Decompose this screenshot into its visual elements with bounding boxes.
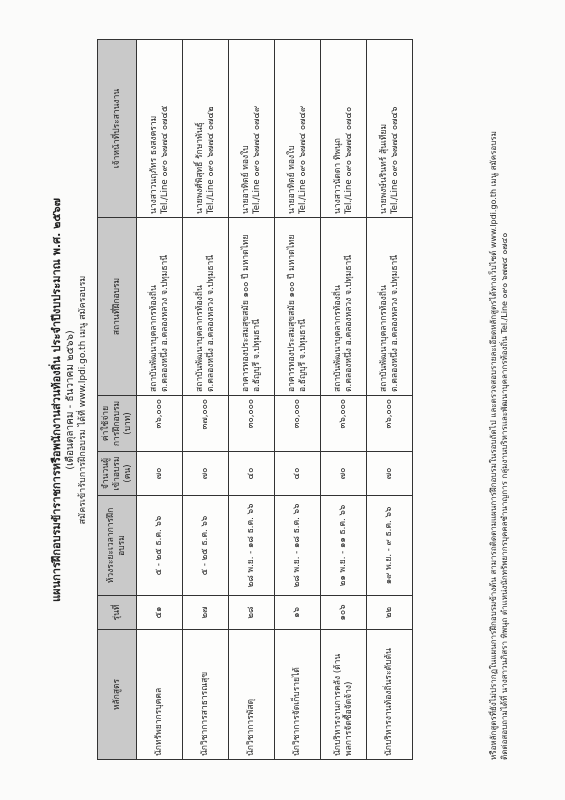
document-title: แผนการฝึกอบรมข้าราชการหรือพนักงานส่วนท้องถิ่น ประจำปีงบประมาณ พ.ศ. ๒๕๖๗	[50, 198, 63, 602]
cost-cell: ๓๖,๐๐๐	[367, 396, 413, 452]
venue-line: สถาบันพัฒนาบุคลากรท้องถิ่น	[194, 285, 205, 392]
venue-cell	[229, 218, 275, 396]
table-row	[183, 40, 229, 760]
contact-phone: Tel./Line ๐๙๐ ๖๗๗๔ ๐๗๔๖	[389, 106, 400, 214]
course-cell: นักวิชาการพัสดุ	[229, 630, 275, 760]
venue-line: อ.ธัญบุรี จ.ปทุมธานี	[297, 319, 308, 392]
venue-line: ต.คลองหนึ่ง อ.คลองหลวง จ.ปทุมธานี	[343, 254, 354, 392]
participants-cell: ๗๐	[367, 452, 413, 496]
footer-line: หรือหลักสูตรที่ยังไม่ปรากฏในแผนการฝึกอบรมข้างต้น สามารถติดตามแผนการฝึกอบรมในรอบถัดไป และตรวจสอบรายละเอียดหลักสูตรได้ทางเว็บไซต์ www.lpdi.go.th เมนู สมัครอบรม	[489, 131, 498, 760]
footer-note	[488, 40, 510, 760]
cost-cell: ๓๖,๐๐๐	[321, 396, 367, 452]
contact-phone: Tel./Line ๐๙๐ ๖๗๗๔ ๐๗๔๕	[159, 105, 170, 214]
table-row	[275, 40, 321, 760]
contact-cell	[137, 40, 183, 218]
dates-cell: ๒๘ พ.ย. - ๑๘ ธ.ค. ๖๖	[275, 496, 321, 596]
venue-line: อ.ธัญบุรี จ.ปทุมธานี	[251, 319, 262, 392]
header-cost: ค่าใช้จ่ายการฝึกอบรม (บาท)	[98, 396, 137, 452]
contact-cell	[367, 40, 413, 218]
contact-name: นายอาทิตย์ ทองใบ	[240, 145, 251, 214]
venue-line: สถาบันพัฒนาบุคลากรท้องถิ่น	[378, 285, 389, 392]
contact-phone: Tel./Line ๐๙๐ ๖๗๗๔ ๐๗๔๙	[251, 105, 262, 214]
dates-cell: ๕ - ๒๕ ธ.ค. ๖๖	[137, 496, 183, 596]
venue-cell	[321, 218, 367, 396]
venue-line: ต.คลองหนึ่ง อ.คลองหลวง จ.ปทุมธานี	[159, 254, 170, 392]
cost-cell: ๓๖,๐๐๐	[137, 396, 183, 452]
venue-line: สถาบันพัฒนาบุคลากรท้องถิ่น	[148, 285, 159, 392]
cost-cell: ๓๗,๐๐๐	[183, 396, 229, 452]
contact-name: นางสาวนฤภัทร ธงสงคราม	[148, 115, 159, 214]
venue-line: สถาบันพัฒนาบุคลากรท้องถิ่น	[332, 285, 343, 392]
dates-cell: ๕ - ๒๕ ธ.ค. ๖๖	[183, 496, 229, 596]
header-batch: รุ่นที่	[98, 596, 137, 630]
table-row	[229, 40, 275, 760]
rotated-document	[50, 40, 512, 760]
batch-cell: ๒๗	[183, 596, 229, 630]
contact-cell	[275, 40, 321, 218]
contact-cell	[183, 40, 229, 218]
document-header	[50, 40, 96, 760]
course-cell: นักวิชาการสาธารณสุข	[183, 630, 229, 760]
training-plan-table	[97, 39, 413, 760]
contact-cell	[321, 40, 367, 218]
batch-cell: ๑๖	[275, 596, 321, 630]
venue-cell	[137, 218, 183, 396]
batch-cell: ๑๐๖	[321, 596, 367, 630]
course-cell: นักวิชาการจัดเก็บรายได้	[275, 630, 321, 760]
batch-cell: ๕๑	[137, 596, 183, 630]
venue-cell	[367, 218, 413, 396]
venue-cell	[183, 218, 229, 396]
header-contact: เจ้าหน้าที่ประสานงาน	[98, 40, 137, 218]
venue-cell	[275, 218, 321, 396]
dates-cell: ๑๙ พ.ย. - ๙ ธ.ค. ๖๖	[367, 496, 413, 596]
document-period: (เดือนตุลาคม - ธันวาคม ๒๕๖๖)	[65, 330, 76, 470]
dates-cell: ๒๑ พ.ย. - ๑๑ ธ.ค. ๖๖	[321, 496, 367, 596]
dates-cell: ๒๘ พ.ย. - ๑๘ ธ.ค. ๖๖	[229, 496, 275, 596]
contact-name: นายพงษ์นรินทร์ สุ้นเทียม	[378, 123, 389, 214]
footer-line: ติดต่อสอบถามได้ที่ นางสาวนภิสรา ทิพนุถ ตำแหน่งนักทรัพยากรบุคคลชำนาญการ กลุ่มงานบริหารและพัฒนาบุคลากรท้องถิ่น Tel./Line ๐๙๐ ๖๗๗๔ ๐๗๔๐	[500, 232, 509, 760]
apply-note: สมัครเข้ารับการฝึกอบรม ได้ที่ www.lpdi.go.th เมนู สมัครอบรม	[78, 275, 88, 525]
course-cell: นักบริหารงานท้องถิ่นระดับต้น	[367, 630, 413, 760]
venue-line: อาคารทองประสมสุขสมัย ๑๐๐ ปี มหาดไทย	[240, 234, 251, 392]
venue-line: อาคารทองประสมสุขสมัย ๑๐๐ ปี มหาดไทย	[286, 234, 297, 392]
header-course: หลักสูตร	[98, 630, 137, 760]
cost-cell: ๓๐,๐๐๐	[229, 396, 275, 452]
participants-cell: ๗๐	[321, 452, 367, 496]
table-row	[321, 40, 367, 760]
batch-cell: ๒๘	[229, 596, 275, 630]
participants-cell: ๔๐	[275, 452, 321, 496]
contact-phone: Tel./Line ๐๙๐ ๖๗๗๔ ๐๗๔๙	[297, 105, 308, 214]
contact-cell	[229, 40, 275, 218]
contact-phone: Tel./Line ๐๙๐ ๖๗๗๔ ๐๗๔๐	[343, 106, 354, 214]
course-cell: นักทรัพยากรบุคคล	[137, 630, 183, 760]
contact-name: นายอาทิตย์ ทองใบ	[286, 145, 297, 214]
header-participants: จำนวนผู้เข้าอบรม (คน)	[98, 452, 137, 496]
table-row	[367, 40, 413, 760]
venue-line: ต.คลองหนึ่ง อ.คลองหลวง จ.ปทุมธานี	[205, 254, 216, 392]
course-cell: นักบริหารงานการคลัง (ด้านพลการจัดซื้อจัดจ้าง)	[321, 630, 367, 760]
header-dates: ห้วงระยะเวลาการฝึกอบรม	[98, 496, 137, 596]
header-venue: สถานที่ฝึกอบรม	[98, 218, 137, 396]
participants-cell: ๗๐	[183, 452, 229, 496]
contact-phone: Tel./Line ๐๙๐ ๖๗๗๔ ๐๗๔๒	[205, 106, 216, 214]
participants-cell: ๔๐	[229, 452, 275, 496]
participants-cell: ๗๐	[137, 452, 183, 496]
table-header-row	[98, 40, 137, 760]
venue-line: ต.คลองหนึ่ง อ.คลองหลวง จ.ปทุมธานี	[389, 254, 400, 392]
cost-cell: ๓๐,๐๐๐	[275, 396, 321, 452]
contact-name: นางสาวนัดดา ทิพนุถ	[332, 138, 343, 214]
contact-name: นายพงศ์พิสุทธิ์ รักษาพันธุ์	[194, 122, 205, 214]
table-row	[137, 40, 183, 760]
batch-cell: ๒๒	[367, 596, 413, 630]
